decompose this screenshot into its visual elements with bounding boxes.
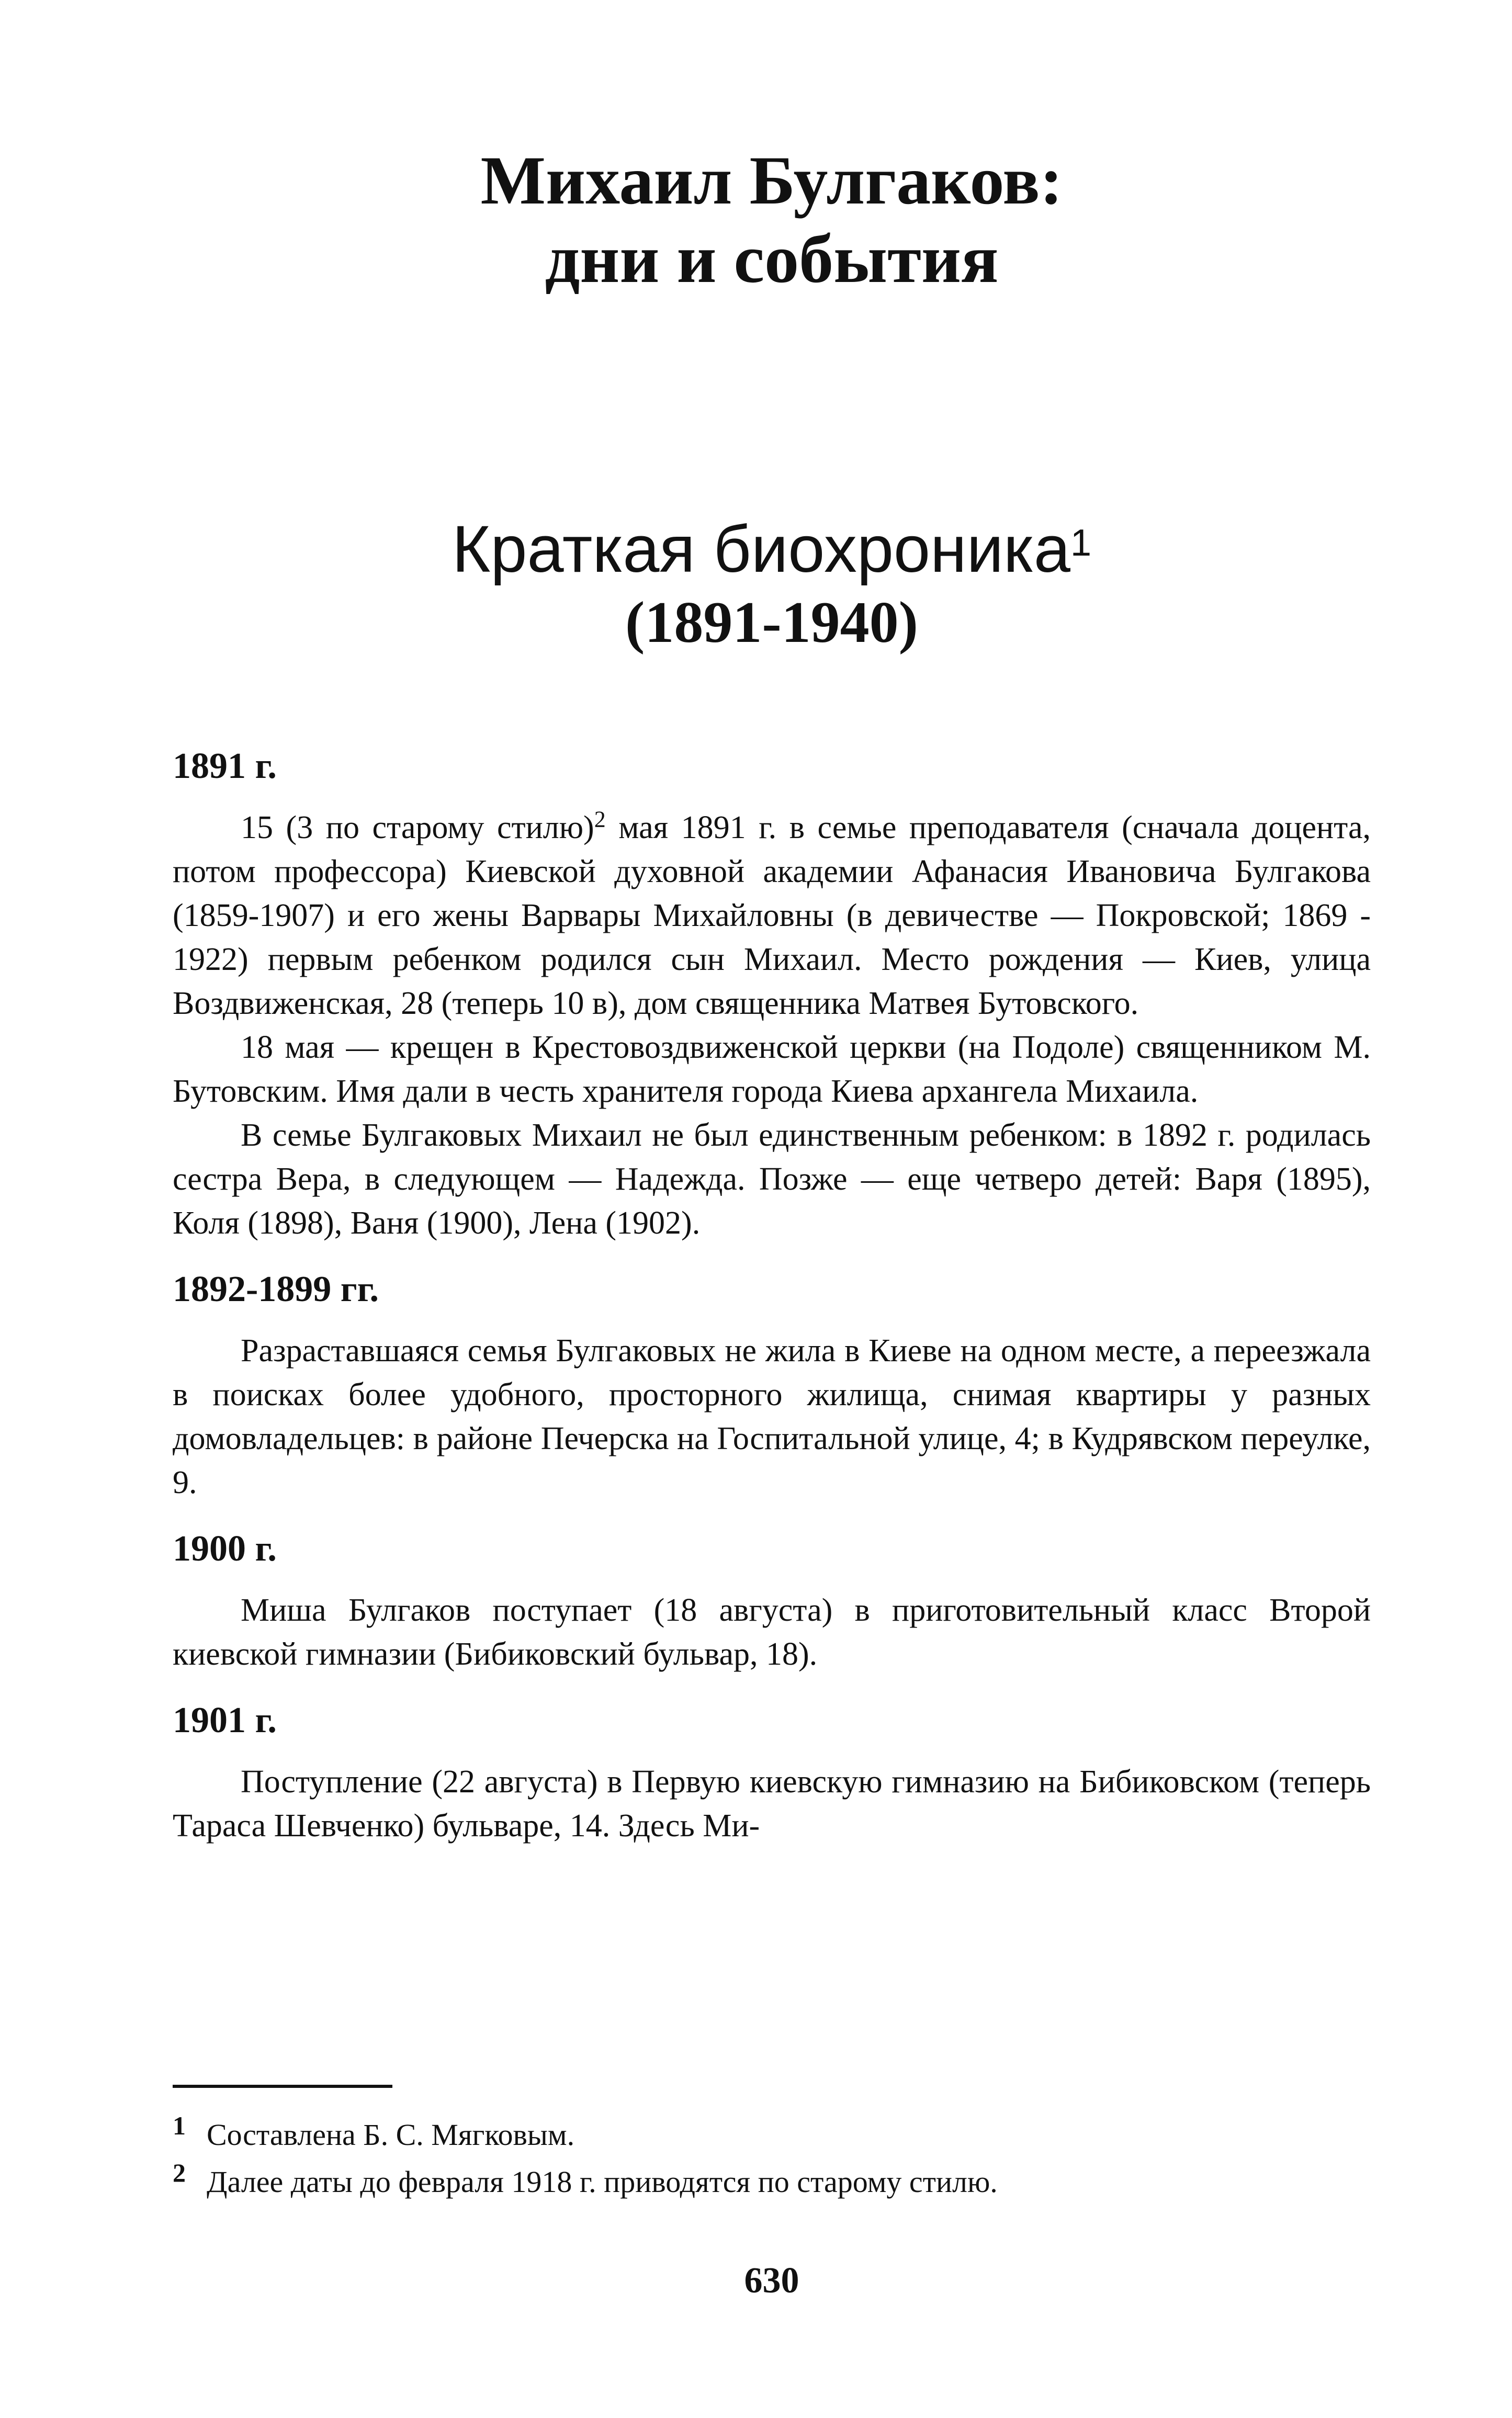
section-1901: [173, 1697, 1371, 1848]
footnote-text: Составлена Б. С. Мягковым.: [207, 2118, 575, 2152]
footnote-ref-1: 1: [1070, 522, 1092, 564]
section-1900: [173, 1526, 1371, 1676]
footnote-mark: 1: [173, 2110, 186, 2140]
paragraph: Миша Булгаков поступает (18 августа) в приготовительный класс Второй киевской гимназии (Бибиковский бульвар, 18).: [173, 1592, 1371, 1672]
subtitle: [173, 513, 1371, 659]
paragraph: Поступление (22 августа) в Первую киевскую гимназию на Бибиковском (теперь Тараса Шевченко) бульваре, 14. Здесь Ми-: [173, 1764, 1371, 1844]
section-1891: [173, 743, 1371, 1245]
section-year: 1892-1899 гг.: [173, 1269, 379, 1309]
paragraph: 18 мая — крещен в Крестовоздвиженской церкви (на Подоле) священником М. Бутовским. Имя дали в честь хранителя города Киева архангела Михаила.: [173, 1030, 1371, 1109]
page-number: 630: [744, 2261, 799, 2301]
subtitle-text: Краткая биохроника: [452, 512, 1070, 586]
book-page: [173, 0, 1371, 2418]
footnote-ref-2: 2: [594, 806, 606, 832]
footnote-text: Далее даты до февраля 1918 г. приводятся по старому стилю.: [207, 2165, 998, 2199]
subtitle-line-1: [173, 513, 1371, 586]
paragraph: [173, 806, 1371, 1025]
section-year: 1891 г.: [173, 746, 277, 786]
paragraph-text-cont: мая 1891 г. в семье преподавателя (сначала доцента, потом профессора) Киевской духовной академии Афанасия Ивановича Булгакова (1859-1907) и его жены Варвары Михайловны (в девичестве — Покровской; 1869 - 1922) первым ребенком родился сын Михаил. Место рождения — Киев, улица Воздвиженская, 28 (теперь 10 в), дом священника Матвея Бутовского.: [173, 810, 1371, 1021]
section-year: 1900 г.: [173, 1529, 277, 1569]
paragraph: Разраставшаяся семья Булгаковых не жила в Киеве на одном месте, а переезжала в поисках более удобного, просторного жилища, снимая квартиры у разных домовладельцев: в районе Печерска на Госпитальной улице, 4; в Кудрявском переулке, 9.: [173, 1333, 1371, 1500]
footnote-divider: [173, 2085, 392, 2088]
footnote-2: [173, 2159, 1371, 2206]
main-title-line-1: Михаил Булгаков:: [480, 142, 1063, 219]
chronicle-body: [173, 743, 1371, 1869]
section-year: 1901 г.: [173, 1700, 277, 1741]
main-title: [173, 141, 1371, 298]
footnotes: [173, 2085, 1371, 2206]
main-title-line-2: дни и события: [545, 220, 999, 297]
footnote-1: [173, 2111, 1371, 2159]
subtitle-years: (1891-1940): [625, 590, 918, 655]
footnote-mark: 2: [173, 2157, 186, 2187]
paragraph-text: 15 (3 по старому стилю): [241, 810, 594, 845]
section-1892-1899: [173, 1266, 1371, 1505]
paragraph: В семье Булгаковых Михаил не был единственным ребенком: в 1892 г. родилась сестра Вера, в следующем — Надежда. Позже — еще четверо детей: Варя (1895), Коля (1898), Ваня (1900), Лена (1902).: [173, 1117, 1371, 1241]
